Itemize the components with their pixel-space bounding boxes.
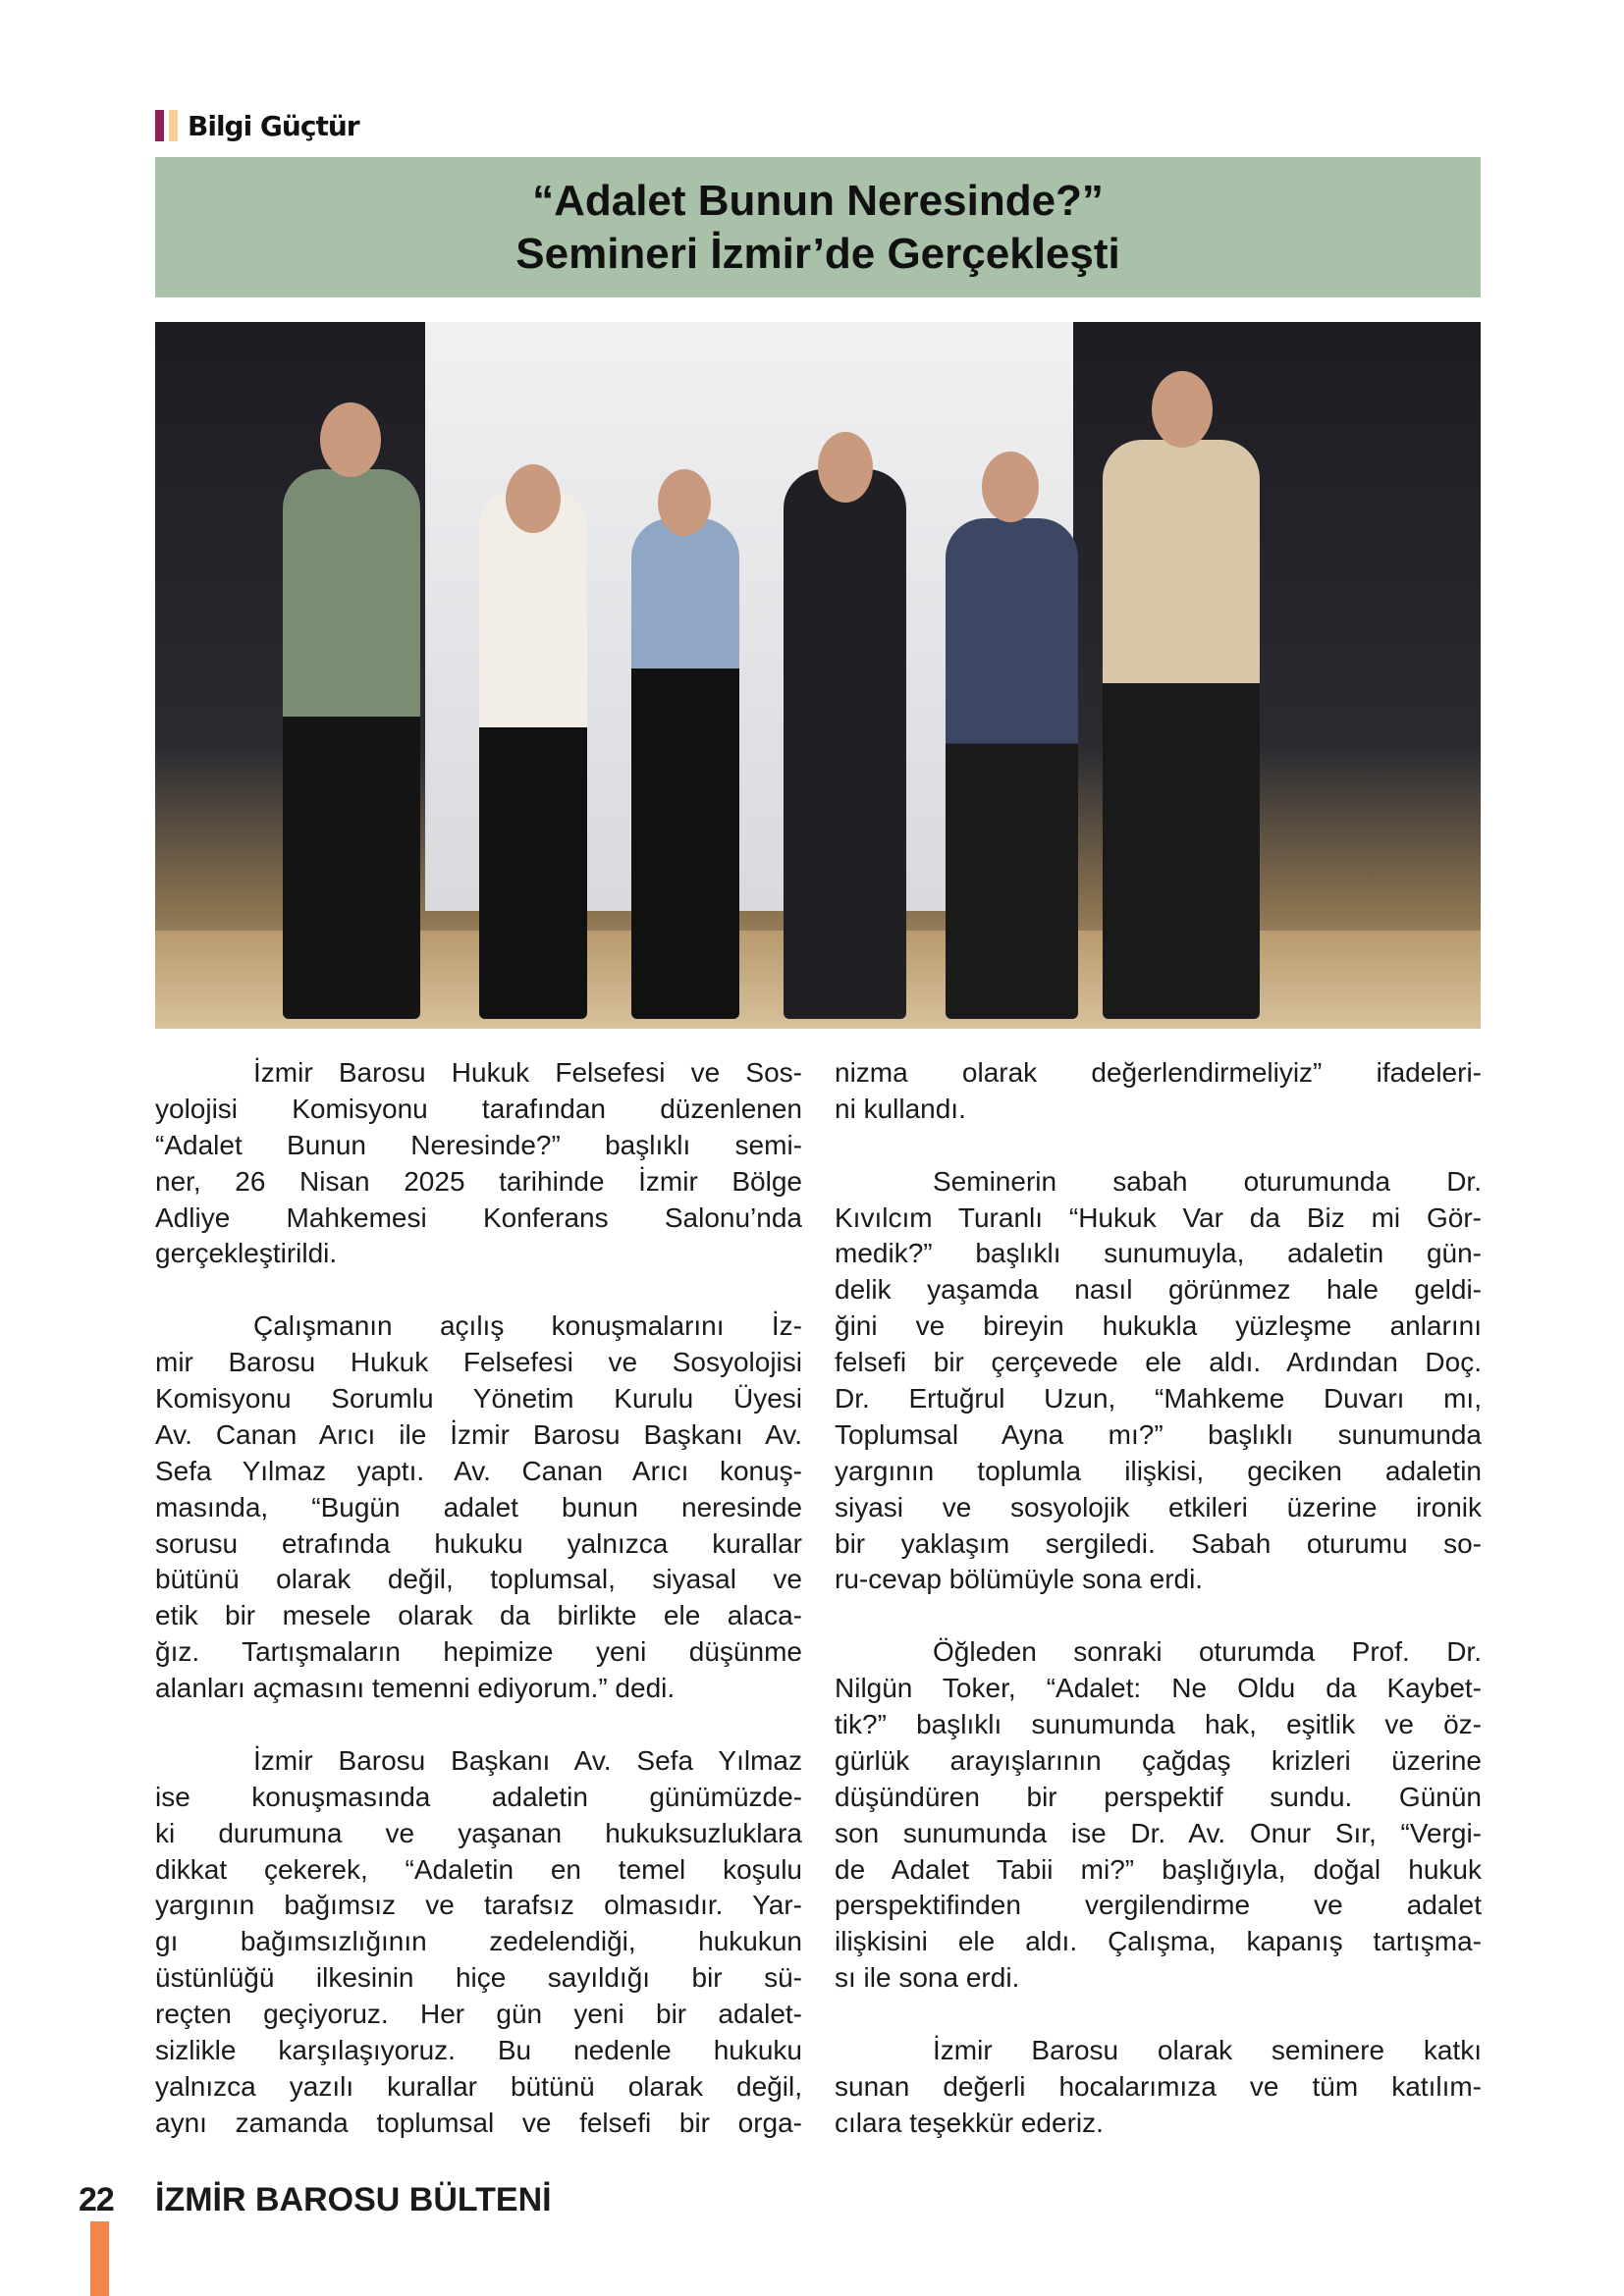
paragraph-line: masında, “Bugün adalet bunun neresinde (155, 1491, 802, 1522)
paragraph-line: sizlikle karşılaşıyoruz. Bu nedenle hukuku (155, 2035, 802, 2066)
paragraph-gap (155, 1707, 802, 1743)
text-column-left (155, 1055, 802, 2142)
paragraph-line: Sefa Yılmaz yaptı. Av. Canan Arıcı konuş- (155, 1455, 802, 1486)
paragraph-gap (835, 1598, 1482, 1634)
paragraph-line: ise konuşmasında adaletin günümüzde- (155, 1781, 802, 1812)
paragraph-line: ru-cevap bölümüyle sona erdi. (835, 1564, 1204, 1595)
paragraph-line: Toplumsal Ayna mı?” başlıklı sunumunda (835, 1418, 1482, 1450)
text-column-right (835, 1055, 1482, 2142)
paragraph-line: İzmir Barosu Hukuk Felsefesi ve Sos- (253, 1057, 802, 1088)
paragraph-gap (835, 1128, 1482, 1164)
paragraph-line: Çalışmanın açılış konuşmalarını İz- (253, 1310, 802, 1342)
paragraph-line: cılara teşekkür ederiz. (835, 2107, 1104, 2138)
person (631, 518, 739, 1019)
paragraph-line: ni kullandı. (835, 1093, 966, 1124)
person (946, 518, 1078, 1019)
paragraph-line: sunan değerli hocalarımıza ve tüm katılım- (835, 2070, 1482, 2102)
paragraph-line: etik bir mesele olarak da birlikte ele alaca- (155, 1600, 802, 1631)
paragraph-line: Adliye Mahkemesi Konferans Salonu’nda (155, 1201, 802, 1233)
article-title (155, 157, 1481, 297)
paragraph-line: felsefi bir çerçevede ele aldı. Ardından Doç. (835, 1347, 1482, 1378)
person (1103, 440, 1260, 1019)
paragraph-line: gerçekleştirildi. (155, 1238, 338, 1269)
paragraph-line: delik yaşamda nasıl görünmez hale geldi- (835, 1274, 1482, 1306)
section-label (155, 108, 359, 143)
paragraph-line: yolojisi Komisyonu tarafından düzenlenen (155, 1093, 802, 1124)
paragraph-line: sı ile sona erdi. (835, 1962, 1020, 1994)
paragraph-line: son sunumunda ise Dr. Av. Onur Sır, “Vergi- (835, 1817, 1482, 1848)
page-number: 22 (79, 2181, 114, 2218)
person (784, 469, 906, 1019)
article-photo (155, 322, 1481, 1029)
person (479, 489, 587, 1019)
paragraph-line: medik?” başlıklı sunumuyla, adaletin gün- (835, 1238, 1482, 1269)
paragraph-line: alanları açmasını temenni ediyorum.” dedi. (155, 1673, 676, 1704)
section-label-text: Bilgi Güçtür (188, 109, 359, 142)
footer-accent-bar (90, 2221, 109, 2296)
paragraph-line: perspektifinden vergilendirme ve adalet (835, 1890, 1482, 1921)
paragraph-gap (155, 1272, 802, 1308)
paragraph-line: Öğleden sonraki oturumda Prof. Dr. (933, 1636, 1482, 1668)
paragraph-line: ner, 26 Nisan 2025 tarihinde İzmir Bölge (155, 1165, 802, 1197)
paragraph-gap (835, 1997, 1482, 2033)
paragraph-line: gürlük arayışlarının çağdaş krizleri üzerine (835, 1744, 1482, 1776)
label-bar-icon (155, 110, 164, 141)
paragraph-line: nizma olarak değerlendirmeliyiz” ifadeleri- (835, 1057, 1482, 1088)
paragraph-line: Nilgün Toker, “Adalet: Ne Oldu da Kaybet- (835, 1673, 1482, 1704)
paragraph-line: ilişkisini ele aldı. Çalışma, kapanış tartışma- (835, 1926, 1482, 1957)
paragraph-line: Dr. Ertuğrul Uzun, “Mahkeme Duvarı mı, (835, 1383, 1482, 1415)
paragraph-line: aynı zamanda toplumsal ve felsefi bir orga- (155, 2107, 802, 2138)
paragraph-line: düşündüren bir perspektif sundu. Günün (835, 1781, 1482, 1812)
paragraph-line: mir Barosu Hukuk Felsefesi ve Sosyolojisi (155, 1347, 802, 1378)
paragraph-line: tik?” başlıklı sunumunda hak, eşitlik ve öz- (835, 1709, 1482, 1740)
paragraph-line: Av. Canan Arıcı ile İzmir Barosu Başkanı Av. (155, 1418, 802, 1450)
title-line-2: Semineri İzmir’de Gerçekleşti (515, 229, 1120, 278)
paragraph-line: gı bağımsızlığının zedelendiği, hukukun (155, 1926, 802, 1957)
paragraph-line: Seminerin sabah oturumunda Dr. (933, 1165, 1482, 1197)
person-head (1152, 371, 1213, 448)
person-head (818, 432, 873, 503)
person-head (658, 469, 711, 536)
person-head (320, 402, 381, 477)
paragraph-line: bir yaklaşım sergiledi. Sabah oturumu so- (835, 1527, 1482, 1559)
paragraph-line: siyasi ve sosyolojik etkileri üzerine ironik (835, 1491, 1482, 1522)
paragraph-line: İzmir Barosu Başkanı Av. Sefa Yılmaz (253, 1744, 802, 1776)
paragraph-line: “Adalet Bunun Neresinde?” başlıklı semi- (155, 1129, 802, 1160)
paragraph-line: bütünü olarak değil, toplumsal, siyasal ve (155, 1564, 802, 1595)
paragraph-line: yalnızca yazılı kurallar bütünü olarak değil, (155, 2070, 802, 2102)
paragraph-line: ğini ve bireyin hukukla yüzleşme anlarını (835, 1310, 1482, 1342)
person-head (982, 452, 1039, 522)
paragraph-line: Komisyonu Sorumlu Yönetim Kurulu Üyesi (155, 1383, 802, 1415)
paragraph-line: sorusu etrafında hukuku yalnızca kurallar (155, 1527, 802, 1559)
paragraph-line: Kıvılcım Turanlı “Hukuk Var da Biz mi Gör- (835, 1201, 1482, 1233)
person-head (506, 464, 561, 533)
paragraph-line: de Adalet Tabii mi?” başlığıyla, doğal hukuk (835, 1853, 1482, 1885)
paragraph-line: yargının bağımsız ve tarafsız olmasıdır. Yar- (155, 1890, 802, 1921)
title-line-1: “Adalet Bunun Neresinde?” (532, 176, 1104, 225)
paragraph-line: reçten geçiyoruz. Her gün yeni bir adalet- (155, 1999, 802, 2030)
paragraph-line: üstünlüğü ilkesinin hiçe sayıldığı bir sü- (155, 1962, 802, 1994)
label-bar-icon (169, 110, 178, 141)
publication-name: İZMİR BAROSU BÜLTENİ (155, 2181, 552, 2218)
paragraph-line: ki durumuna ve yaşanan hukuksuzluklara (155, 1817, 802, 1848)
paragraph-line: İzmir Barosu olarak seminere katkı (933, 2035, 1482, 2066)
paragraph-line: dikkat çekerek, “Adaletin en temel koşulu (155, 1853, 802, 1885)
paragraph-line: ğız. Tartışmaların hepimize yeni düşünme (155, 1636, 802, 1668)
paragraph-line: yargının toplumla ilişkisi, geciken adaletin (835, 1455, 1482, 1486)
person (283, 469, 420, 1019)
